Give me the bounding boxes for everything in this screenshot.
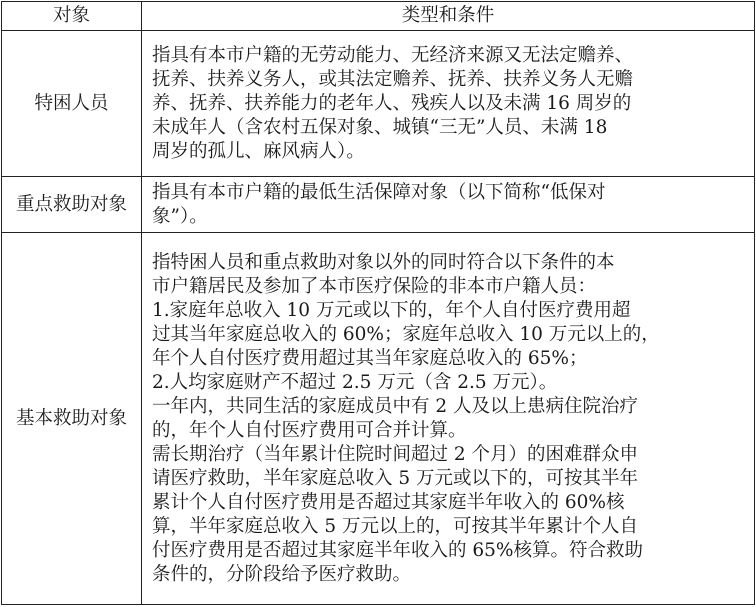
condition-line: 指具有本市户籍的无劳动能力、无经济来源又无法定赡养、 <box>152 44 634 66</box>
table-row <box>2 177 755 233</box>
condition-line: 抚养、扶养义务人，或其法定赡养、抚养、扶养义务人无赡 <box>152 68 634 90</box>
condition-line: 付医疗费用是否超过其家庭半年收入的 65%核算。符合救助 <box>152 539 644 561</box>
condition-line: 未成年人（含农村五保对象、城镇“三无”人员、未满 18 <box>152 116 608 138</box>
condition-line: 市户籍居民及参加了本市医疗保险的非本市户籍人员： <box>152 275 597 297</box>
row-target-key: 重点救助对象 <box>2 177 142 233</box>
table-header-row <box>2 2 755 31</box>
condition-line: 年个人自付医疗费用超过其当年家庭总收入的 65%； <box>152 347 588 369</box>
row-conditions-key <box>142 177 755 233</box>
row-conditions-basic <box>142 233 755 605</box>
assistance-table <box>1 1 755 605</box>
condition-line: 养、抚养、扶养能力的老年人、残疾人以及未满 16 周岁的 <box>152 92 632 114</box>
condition-line: 指具有本市户籍的最低生活保障对象（以下简称“低保对 <box>152 181 606 203</box>
condition-line: 条件的，分阶段给予医疗救助。 <box>152 563 412 585</box>
row-conditions-tekun <box>142 31 755 177</box>
condition-line: 一年内，共同生活的家庭成员中有 2 人及以上患病住院治疗 <box>152 395 639 417</box>
header-conditions: 类型和条件 <box>142 2 755 31</box>
table-row <box>2 31 755 177</box>
condition-line: 的，年个人自付医疗费用可合并计算。 <box>152 419 467 441</box>
condition-line: 周岁的孤儿、麻风病人）。 <box>152 140 365 162</box>
condition-line: 2.人均家庭财产不超过 2.5 万元（含 2.5 万元）。 <box>152 371 558 393</box>
row-target-basic: 基本救助对象 <box>2 233 142 605</box>
condition-line: 累计个人自付医疗费用是否超过其家庭半年收入的 60%核 <box>152 491 625 513</box>
condition-line: 过其当年家庭总收入的 60%；家庭年总收入 10 万元以上的， <box>152 323 660 345</box>
condition-line: 指特困人员和重点救助对象以外的同时符合以下条件的本 <box>152 251 615 273</box>
table-row <box>2 233 755 605</box>
condition-line: 请医疗救助，半年家庭总收入 5 万元或以下的，可按其半年 <box>152 467 639 489</box>
condition-line: 需长期治疗（当年累计住院时间超过 2 个月）的困难群众申 <box>152 443 639 465</box>
condition-line: 象”）。 <box>152 205 208 227</box>
condition-line: 1.家庭年总收入 10 万元或以下的，年个人自付医疗费用超 <box>152 299 631 321</box>
row-target-tekun: 特困人员 <box>2 31 142 177</box>
condition-line: 算，半年家庭总收入 5 万元以上的，可按其半年累计个人自 <box>152 515 639 537</box>
header-target: 对象 <box>2 2 142 31</box>
